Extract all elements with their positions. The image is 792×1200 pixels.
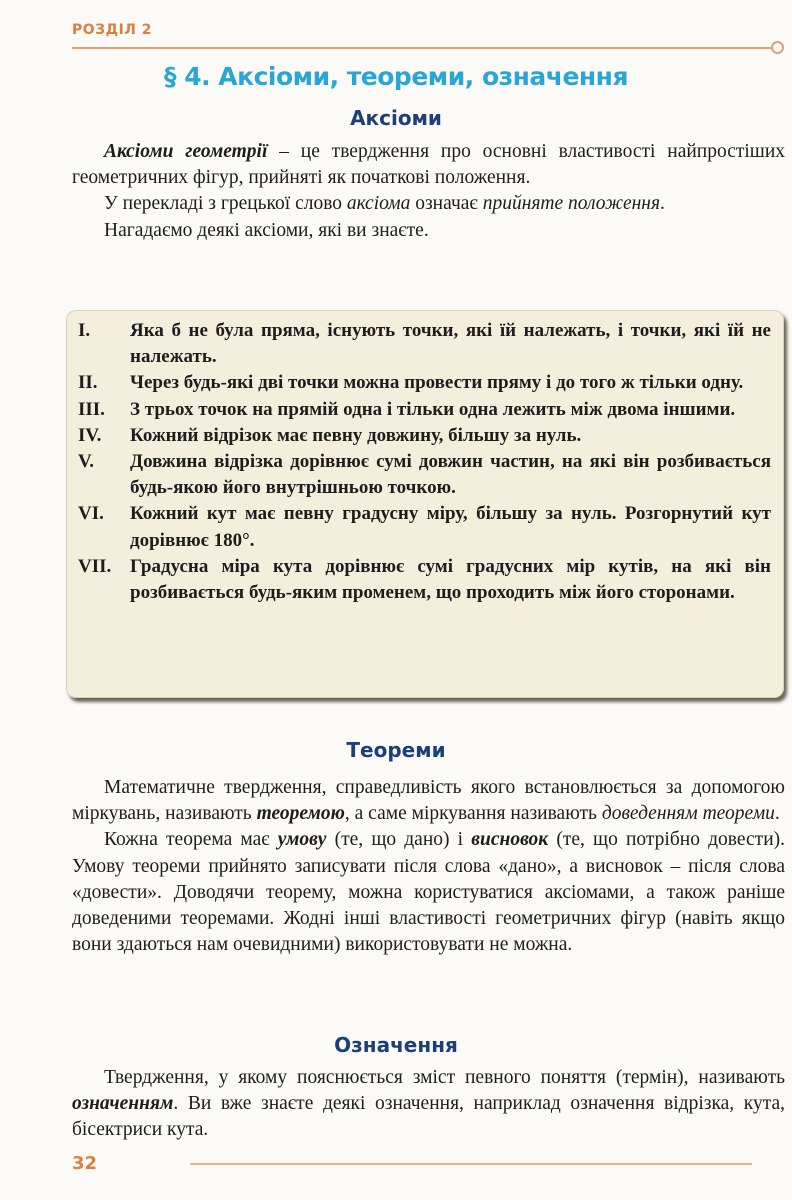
axiom-text: З трьох точок на прямій одна і тільки одна лежить між двома іншими. — [130, 398, 736, 420]
axiom-item — [78, 423, 771, 449]
emphasized-term: доведенням теореми — [601, 803, 775, 825]
text-run: Математичне твердження, справедливість якого встановлюється за допомогою міркувань, називають — [72, 777, 785, 825]
text-run: Твердження, у якому пояснюється зміст певного поняття (термін), називають — [104, 1067, 785, 1088]
emphasized-term: теоремою — [256, 803, 345, 825]
emphasized-term: умову — [277, 829, 327, 851]
axiom-number: I. — [78, 320, 91, 341]
header-rule — [72, 47, 774, 49]
text-run: Кожна теорема має — [104, 829, 278, 851]
emphasized-term: означенням — [72, 1093, 174, 1115]
text-run: (те, що потрібно довести). Умову теореми прийнято записувати після слова «дано», а висновок – після слова «довести». Доводячи теорему, можна користуватися аксіомами, а також раніше доведеними теоремами. Жодні інші властивості геометричних фігур (навіть якщо вони здаються нам очевидними) використовувати не можна. — [72, 829, 785, 956]
definitions-text — [72, 1065, 785, 1144]
text-run: . — [660, 193, 665, 215]
paragraph — [72, 191, 785, 217]
text-run: , а саме міркування називають — [344, 803, 602, 825]
footer-rule — [190, 1163, 752, 1165]
page-title: § 4. Аксіоми, теореми, означення — [163, 62, 629, 91]
emphasized-term: аксіома — [346, 193, 411, 215]
text-run: . — [774, 803, 780, 825]
axiom-number: VII. — [78, 555, 112, 577]
axiom-text: Яка б не була пряма, існують точки, які їй належать, і точки, які їй не належать. — [130, 320, 771, 368]
axiom-number: VI. — [78, 503, 104, 525]
text-run: У перекладі з грецької слово — [104, 193, 347, 215]
axiom-text: Кожний кут має певну градусну міру, більшу за нуль. Розгорнутий кут дорівнює 180°. — [130, 503, 771, 551]
text-run: (те, що дано) і — [326, 829, 472, 851]
paragraph — [72, 827, 785, 958]
heading-definitions: Означення — [334, 1033, 458, 1057]
axiom-number: V. — [78, 451, 95, 473]
paragraph — [72, 775, 785, 827]
axioms-text — [72, 139, 785, 244]
heading-axioms: Аксіоми — [350, 106, 442, 130]
paragraph — [72, 1065, 785, 1144]
axiom-item — [78, 554, 771, 606]
text-run: Нагадаємо деякі аксіоми, які ви знаєте. — [104, 219, 429, 241]
axiom-item — [78, 370, 771, 396]
axiom-item — [78, 449, 771, 501]
emphasized-term: висновок — [471, 829, 549, 851]
emphasized-term: прийняте положення — [482, 193, 661, 215]
heading-theorems: Теореми — [346, 738, 446, 762]
axiom-number: IV. — [78, 424, 102, 446]
axiom-text: Градусна міра кута дорівнює сумі градусних мір кутів, на які він розбивається будь-яким променем, що проходить між його сторонами. — [130, 555, 771, 604]
text-run: . Ви вже знаєте деякі означення, наприклад означення відрізка, кута, бісектриси кута. — [72, 1093, 785, 1141]
chapter-label: РОЗДІЛ 2 — [72, 22, 153, 38]
paragraph — [72, 139, 785, 191]
paragraph — [72, 218, 785, 244]
emphasized-term: Аксіоми геометрії — [104, 141, 268, 162]
axiom-number: II. — [78, 372, 98, 394]
axiom-text: Довжина відрізка дорівнює сумі довжин частин, на які він розбивається будь-якою його внутрішньою точкою. — [130, 451, 771, 499]
axiom-item — [78, 318, 771, 370]
axiom-text: Кожний відрізок має певну довжину, більшу за нуль. — [130, 424, 582, 446]
text-run: – це твердження про основні властивості найпростіших геометричних фігур, прийняті як початкові положення. — [72, 141, 786, 189]
axiom-number: III. — [78, 398, 105, 420]
axiom-item — [78, 397, 771, 423]
text-run: означає — [410, 193, 483, 215]
axiom-text: Через будь-які дві точки можна провести пряму і до того ж тільки одну. — [130, 372, 744, 394]
page-number: 32 — [72, 1153, 98, 1174]
theorems-text — [72, 775, 785, 958]
axiom-list — [78, 318, 771, 606]
axiom-item — [78, 501, 771, 553]
header-rule-end-circle-icon — [771, 41, 784, 54]
